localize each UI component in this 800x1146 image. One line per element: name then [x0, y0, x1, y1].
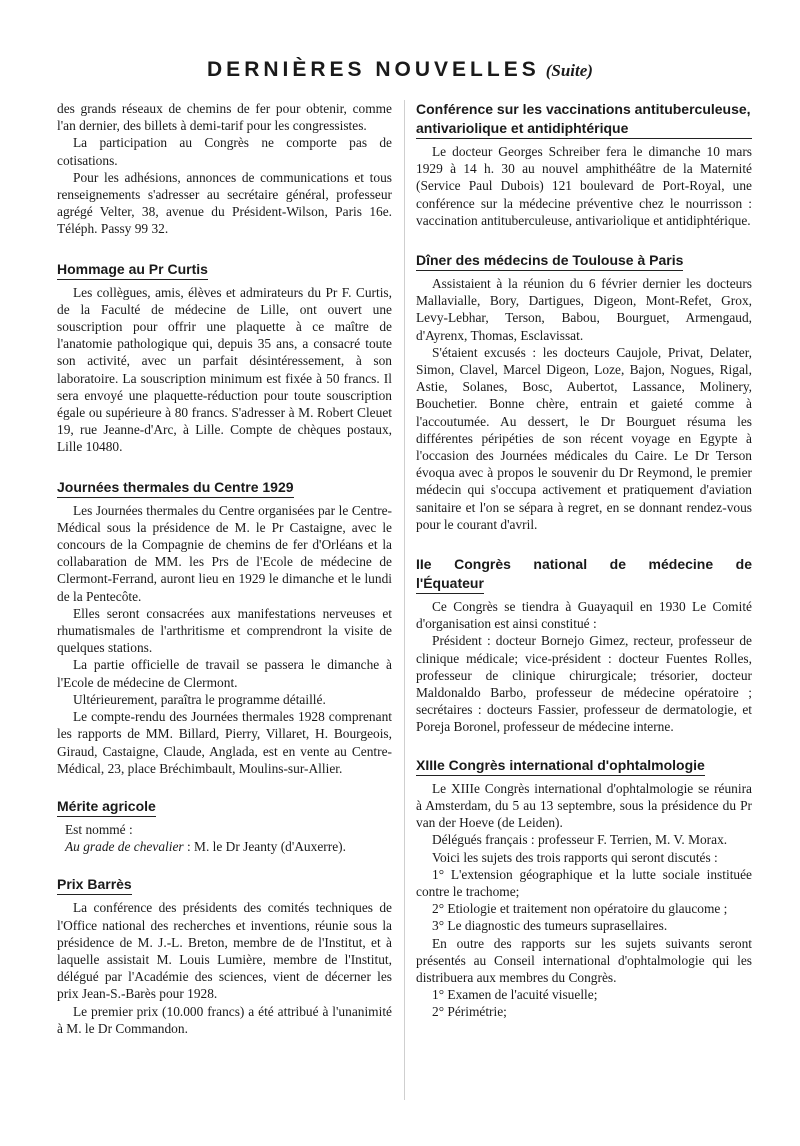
paragraph: Les collègues, amis, élèves et admirateurs du Pr F. Curtis, de la Faculté de médecine de Lille, ont ouvert une souscription pour offrir une plaquette à ce maître de l'anatomie pathologique qui, depuis 35 ans, a consacré toute son activité, avec un parfait désintéressement, à son laboratoire. La souscription minimum est fixée à 50 francs. Il sera envoyé une plaquette-réduction pour toute souscription égale ou supérieure à 80 francs. S'adresser à M. Robert Cleuet 19, rue Jeanne-d'Arc, à Lille. Compte de chèques postaux, Lille 10480.	[57, 284, 392, 455]
section-heading: Journées thermales du Centre 1929	[57, 478, 294, 498]
right-column	[416, 100, 752, 1021]
paragraph: Président : docteur Bornejo Gimez, recteur, professeur de clinique médicale; vice-président : docteur Fuentes Rolles, professeur de clinique chirurgicale; trésorier, docteur Maldonaldo Barbo, professeur de médecine opératoire ; secrétaires : docteurs Fassier, professeur de dermatologie, et Poreja Boronel, professeur de médecine interne.	[416, 633, 752, 735]
paragraph: Ce Congrès se tiendra à Guayaquil en 1930 Le Comité d'organisation est ainsi constitué :	[416, 599, 752, 632]
section-heading: Mérite agricole	[57, 797, 156, 817]
column-divider	[404, 100, 405, 1100]
running-head-suite: (Suite)	[545, 61, 593, 80]
paragraph: Les Journées thermales du Centre organisées par le Centre-Médical sous la présidence de M. le Pr Castaigne, avec le concours de la Compagnie de chemins de fer d'Orléans et la collabaration de MM. les Prs de l'Ecole de médecine de Clermont-Ferrand, auront lieu en 1929 le dimanche et le lundi de la Pentecôte.	[57, 502, 392, 604]
section-heading: Hommage au Pr Curtis	[57, 260, 208, 280]
paragraph: Voici les sujets des trois rapports qui seront discutés :	[432, 849, 718, 865]
section-heading: Conférence sur les vaccinations antituberculeuse, antivariolique et antidiphtérique	[416, 100, 752, 139]
running-head-title: DERNIÈRES NOUVELLES	[207, 58, 540, 81]
paragraph: Elles seront consacrées aux manifestations nerveuses et rhumatismales de l'arthritisme et comprendront la visite de quelques stations.	[57, 605, 392, 656]
ophtalmo-section	[416, 756, 752, 1021]
paragraph: 1° Examen de l'acuité visuelle;	[432, 987, 598, 1003]
paragraph: Ultérieurement, paraîtra le programme détaillé.	[73, 691, 326, 707]
paragraph: 2° Périmétrie;	[432, 1004, 507, 1020]
section-heading: Dîner des médecins de Toulouse à Paris	[416, 251, 683, 271]
equateur-section	[416, 555, 752, 736]
paragraph: Pour les adhésions, annonces de communications et tous renseignements s'adresser au secrétaire général, professeur agrégé Velter, 38, avenue du Président-Wilson, Paris 16e. Téléph. Passy 99 32.	[57, 169, 392, 237]
paragraph: S'étaient excusés : les docteurs Caujole, Privat, Delater, Simon, Clavel, Marcel Digeon, Loze, Bajon, Nogues, Rigal, Astie, Solanes, Bosc, Aubertot, Lassance, Molinery, Bouchetier. Bonne chère, entrain et gaieté comme à l'accoutumée. Au dessert, le Dr Bourguet résuma les différentes péripéties de son récent voyage en Egypte à l'occasion des Journées médicales du Caire. Le Dr Terson évoqua avec à propos le souvenir du Dr Reymond, le premier médecin qui s'occupa activement et pratiquement d'aviation sanitaire et l'on se sépara à regret, en se donnant rendez-vous pour le courant d'avril.	[416, 344, 752, 532]
prix-section	[57, 875, 392, 1037]
section-heading: Prix Barrès	[57, 875, 132, 895]
paragraph: En outre des rapports sur les sujets suivants seront présentés au Conseil international d'ophtalmologie qui les distribuera aux membres du Congrès.	[416, 935, 752, 985]
section-heading: IIe Congrès national de médecine de	[416, 556, 752, 573]
merite-section	[57, 797, 392, 855]
paragraph: La participation au Congrès ne comporte pas de cotisations.	[57, 135, 392, 168]
paragraph: 3° Le diagnostic des tumeurs suprasellaires.	[432, 918, 668, 934]
paragraph: Le XIIIe Congrès international d'ophtalmologie se réunira à Amsterdam, du 5 au 13 septembre, sous la présidence du Pr van der Hoeve (de Leiden).	[416, 780, 752, 831]
paragraph: Est nommé :	[65, 821, 133, 837]
journees-section	[57, 478, 392, 777]
paragraph: Le premier prix (10.000 francs) a été attribué à l'unanimité à M. le Dr Commandon.	[57, 1003, 392, 1036]
diner-section	[416, 251, 752, 533]
paragraph	[57, 838, 392, 855]
paragraph: Le docteur Georges Schreiber fera le dimanche 10 mars 1929 à 14 h. 30 au nouvel amphithéâtre de la Maternité (Service Paul Dubois) 121 boulevard de Port-Royal, une conférence sur la médecine préventive chez le nourrisson : vaccination antituberculeuse, antivariolique et antidiphtérique.	[416, 144, 752, 228]
running-head	[0, 58, 800, 82]
section-heading-continued: l'Équateur	[416, 574, 484, 594]
paragraph: La conférence des présidents des comités techniques de l'Office national des recherches et inventions, réunie sous la présidence de M. J.-L. Breton, membre de de l'Institut, et à laquelle assistait M. Louis Lumière, membre de l'Institut, délégué par l'Académie des sciences, vient de décerner les prix Jean-S.-Barès pour 1928.	[57, 900, 392, 1002]
paragraph: 2° Etiologie et traitement non opératoire du glaucome ;	[432, 901, 728, 917]
section-heading: XIIIe Congrès international d'ophtalmologie	[416, 756, 705, 776]
paragraph: Délégués français : professeur F. Terrien, M. V. Morax.	[432, 832, 728, 848]
grade-label: Au grade de chevalier	[65, 839, 184, 855]
paragraph: La partie officielle de travail se passera le dimanche à l'Ecole de médecine de Clermont.	[57, 657, 392, 690]
paragraph: Assistaient à la réunion du 6 février dernier les docteurs Mallavialle, Bory, Dartigues, Digeon, Mont-Refet, Grox, Levy-Lebhar, Terson, Babou, Bourguet, Armengaud, d'Ayrenx, Thomas, Esclavissat.	[416, 276, 752, 343]
paragraph: 1° L'extension géographique et la lutte sociale instituée contre le trachome;	[416, 866, 752, 899]
paragraph: des grands réseaux de chemins de fer pour obtenir, comme l'an dernier, des billets à demi-tarif pour les congressistes.	[57, 101, 392, 134]
left-column	[57, 100, 392, 1037]
intro-section	[57, 100, 392, 238]
grade-text: : M. le Dr Jeanty (d'Auxerre).	[186, 839, 346, 855]
conference-section	[416, 100, 752, 229]
hommage-section	[57, 260, 392, 456]
paragraph: Le compte-rendu des Journées thermales 1928 comprenant les rapports de MM. Billard, Pierry, Villaret, H. Bourgeois, Giraud, Castaigne, Claude, Anglada, est en vente au Centre-Médical, 23, place Bréchimbault, Moulins-sur-Allier.	[57, 709, 392, 776]
